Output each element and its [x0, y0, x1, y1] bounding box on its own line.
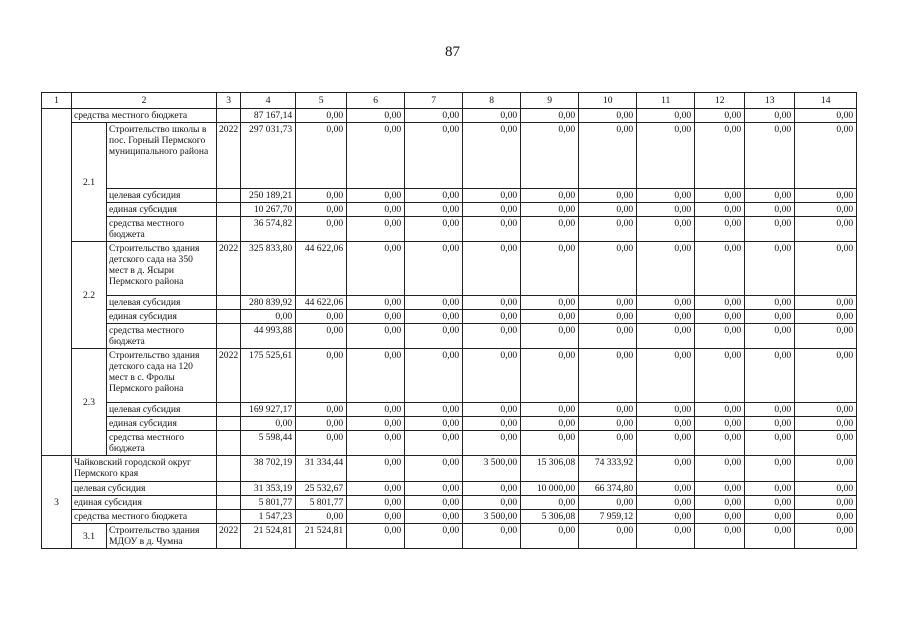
item-name-cell: Чайковский городской округ Пермского края: [72, 456, 217, 482]
value-cell: 0,00: [405, 417, 463, 431]
page-number: 87: [445, 44, 460, 60]
value-cell: 0,00: [347, 510, 405, 524]
value-cell: 0,00: [795, 123, 857, 189]
year-cell: [217, 403, 241, 417]
value-cell: 0,00: [637, 296, 695, 310]
value-cell: 0,00: [579, 324, 637, 349]
item-name-cell: Строительство школы в пос. Горный Пермского муниципального района: [107, 123, 217, 189]
table-body: [42, 109, 857, 549]
value-cell: 0,00: [745, 417, 795, 431]
value-cell: 0,00: [637, 189, 695, 203]
value-cell: 0,00: [463, 431, 521, 456]
item-number-cell: 2.3: [72, 349, 107, 456]
header-row: [42, 93, 857, 109]
value-cell: 3 500,00: [463, 510, 521, 524]
value-cell: 0,00: [637, 510, 695, 524]
value-cell: 0,00: [347, 203, 405, 217]
value-cell: 0,00: [347, 123, 405, 189]
value-cell: 0,00: [463, 496, 521, 510]
value-cell: 0,00: [521, 417, 579, 431]
table-row: [42, 109, 857, 123]
item-name-cell: средства местного бюджета: [72, 510, 217, 524]
value-cell: 0,00: [296, 417, 347, 431]
value-cell: 0,00: [695, 431, 745, 456]
value-cell: 280 839,92: [241, 296, 296, 310]
year-cell: [217, 203, 241, 217]
value-cell: 5 801,77: [241, 496, 296, 510]
table-row: [42, 403, 857, 417]
value-cell: 0,00: [296, 109, 347, 123]
value-cell: 0,00: [463, 310, 521, 324]
value-cell: 0,00: [521, 349, 579, 403]
year-cell: [217, 482, 241, 496]
value-cell: 0,00: [347, 456, 405, 482]
section-number-cell: 3: [42, 456, 72, 549]
value-cell: 0,00: [695, 203, 745, 217]
year-cell: [217, 310, 241, 324]
value-cell: 87 167,14: [241, 109, 296, 123]
table-row: [42, 324, 857, 349]
value-cell: 0,00: [521, 431, 579, 456]
value-cell: 44 622,06: [296, 242, 347, 296]
value-cell: 0,00: [637, 324, 695, 349]
value-cell: 0,00: [579, 496, 637, 510]
value-cell: 0,00: [695, 324, 745, 349]
header-cell: 6: [347, 93, 405, 109]
value-cell: 0,00: [521, 109, 579, 123]
table-row: [42, 123, 857, 189]
year-cell: [217, 296, 241, 310]
value-cell: 0,00: [745, 524, 795, 549]
value-cell: 0,00: [463, 417, 521, 431]
header-cell: 2: [72, 93, 217, 109]
table-row: [42, 296, 857, 310]
value-cell: 0,00: [521, 524, 579, 549]
value-cell: 0,00: [637, 417, 695, 431]
value-cell: 0,00: [405, 524, 463, 549]
value-cell: 0,00: [347, 482, 405, 496]
value-cell: 0,00: [405, 310, 463, 324]
value-cell: 0,00: [405, 431, 463, 456]
value-cell: 0,00: [795, 109, 857, 123]
value-cell: 0,00: [347, 324, 405, 349]
value-cell: 66 374,80: [579, 482, 637, 496]
value-cell: 0,00: [521, 296, 579, 310]
value-cell: 0,00: [745, 510, 795, 524]
value-cell: 0,00: [521, 403, 579, 417]
value-cell: 0,00: [296, 217, 347, 242]
value-cell: 0,00: [463, 324, 521, 349]
value-cell: 5 306,08: [521, 510, 579, 524]
value-cell: 0,00: [795, 482, 857, 496]
table-row: [42, 417, 857, 431]
value-cell: 0,00: [579, 310, 637, 324]
value-cell: 0,00: [745, 123, 795, 189]
table-row: [42, 456, 857, 482]
value-cell: 0,00: [745, 496, 795, 510]
item-name-cell: целевая субсидия: [107, 296, 217, 310]
table-row: [42, 482, 857, 496]
header-cell: 14: [795, 93, 857, 109]
table-row: [42, 242, 857, 296]
header-cell: 4: [241, 93, 296, 109]
value-cell: 0,00: [405, 109, 463, 123]
value-cell: 0,00: [241, 310, 296, 324]
section-cell: [42, 109, 72, 456]
value-cell: 0,00: [695, 510, 745, 524]
value-cell: 0,00: [405, 496, 463, 510]
value-cell: 0,00: [347, 349, 405, 403]
value-cell: 15 306,08: [521, 456, 579, 482]
value-cell: 44 622,06: [296, 296, 347, 310]
value-cell: 0,00: [795, 510, 857, 524]
header-cell: 11: [637, 93, 695, 109]
item-number-cell: 3.1: [72, 524, 107, 549]
value-cell: 0,00: [463, 242, 521, 296]
value-cell: 0,00: [745, 217, 795, 242]
year-cell: [217, 496, 241, 510]
value-cell: 0,00: [347, 189, 405, 203]
value-cell: 31 353,19: [241, 482, 296, 496]
value-cell: 0,00: [579, 189, 637, 203]
value-cell: 0,00: [745, 189, 795, 203]
value-cell: 0,00: [695, 403, 745, 417]
value-cell: 0,00: [637, 203, 695, 217]
value-cell: 0,00: [695, 217, 745, 242]
value-cell: 0,00: [795, 431, 857, 456]
value-cell: 0,00: [347, 431, 405, 456]
value-cell: 169 927,17: [241, 403, 296, 417]
item-name-cell: целевая субсидия: [107, 403, 217, 417]
value-cell: 325 833,80: [241, 242, 296, 296]
value-cell: 5 598,44: [241, 431, 296, 456]
header-cell: 10: [579, 93, 637, 109]
value-cell: 0,00: [347, 109, 405, 123]
value-cell: 0,00: [745, 482, 795, 496]
value-cell: 0,00: [695, 496, 745, 510]
value-cell: 0,00: [405, 510, 463, 524]
header-cell: 12: [695, 93, 745, 109]
value-cell: 0,00: [745, 242, 795, 296]
value-cell: 0,00: [521, 203, 579, 217]
item-name-cell: Строительство здания детского сада на 120 мест в с. Фролы Пермского района: [107, 349, 217, 403]
item-name-cell: единая субсидия: [107, 417, 217, 431]
value-cell: 0,00: [347, 417, 405, 431]
value-cell: 0,00: [637, 431, 695, 456]
header-cell: 3: [217, 93, 241, 109]
value-cell: 0,00: [347, 310, 405, 324]
value-cell: 0,00: [241, 417, 296, 431]
year-cell: [217, 109, 241, 123]
header-cell: 9: [521, 93, 579, 109]
value-cell: 0,00: [795, 524, 857, 549]
value-cell: 0,00: [521, 324, 579, 349]
value-cell: 44 993,88: [241, 324, 296, 349]
value-cell: 0,00: [695, 524, 745, 549]
value-cell: 0,00: [795, 242, 857, 296]
value-cell: 0,00: [579, 217, 637, 242]
value-cell: 0,00: [521, 217, 579, 242]
value-cell: 0,00: [463, 524, 521, 549]
value-cell: 38 702,19: [241, 456, 296, 482]
value-cell: 25 532,67: [296, 482, 347, 496]
item-name-cell: средства местного бюджета: [107, 431, 217, 456]
table-row: [42, 189, 857, 203]
value-cell: 21 524,81: [241, 524, 296, 549]
value-cell: 0,00: [745, 324, 795, 349]
value-cell: 0,00: [637, 482, 695, 496]
item-name-cell: средства местного бюджета: [107, 217, 217, 242]
value-cell: 0,00: [695, 456, 745, 482]
value-cell: 7 959,12: [579, 510, 637, 524]
value-cell: 0,00: [347, 524, 405, 549]
year-cell: [217, 324, 241, 349]
value-cell: 0,00: [347, 403, 405, 417]
item-name-cell: целевая субсидия: [107, 189, 217, 203]
value-cell: 0,00: [795, 324, 857, 349]
value-cell: 10 000,00: [521, 482, 579, 496]
value-cell: 3 500,00: [463, 456, 521, 482]
value-cell: 0,00: [637, 524, 695, 549]
item-name-cell: средства местного бюджета: [72, 109, 217, 123]
value-cell: 0,00: [695, 109, 745, 123]
value-cell: 0,00: [579, 123, 637, 189]
value-cell: 0,00: [521, 310, 579, 324]
value-cell: 0,00: [463, 349, 521, 403]
value-cell: 0,00: [296, 349, 347, 403]
value-cell: 0,00: [637, 349, 695, 403]
value-cell: 0,00: [463, 217, 521, 242]
value-cell: 0,00: [695, 242, 745, 296]
value-cell: 0,00: [579, 242, 637, 296]
table-row: [42, 310, 857, 324]
value-cell: 21 524,81: [296, 524, 347, 549]
value-cell: 0,00: [745, 349, 795, 403]
value-cell: 0,00: [463, 203, 521, 217]
value-cell: 5 801,77: [296, 496, 347, 510]
table-row: [42, 524, 857, 549]
value-cell: 0,00: [463, 109, 521, 123]
value-cell: 0,00: [579, 203, 637, 217]
value-cell: 0,00: [695, 417, 745, 431]
value-cell: 0,00: [637, 123, 695, 189]
value-cell: 0,00: [579, 296, 637, 310]
value-cell: 1 547,23: [241, 510, 296, 524]
value-cell: 0,00: [521, 123, 579, 189]
value-cell: 0,00: [296, 310, 347, 324]
header-cell: 1: [42, 93, 72, 109]
item-number-cell: 2.2: [72, 242, 107, 349]
value-cell: 0,00: [795, 349, 857, 403]
item-name-cell: единая субсидия: [72, 496, 217, 510]
value-cell: 0,00: [521, 242, 579, 296]
value-cell: 0,00: [695, 482, 745, 496]
value-cell: 0,00: [463, 189, 521, 203]
value-cell: 0,00: [795, 417, 857, 431]
value-cell: 0,00: [347, 217, 405, 242]
value-cell: 0,00: [795, 403, 857, 417]
value-cell: 0,00: [405, 203, 463, 217]
table-row: [42, 510, 857, 524]
item-name-cell: Строительство здания МДОУ в д. Чумна: [107, 524, 217, 549]
value-cell: 0,00: [579, 109, 637, 123]
value-cell: 0,00: [579, 431, 637, 456]
value-cell: 0,00: [405, 324, 463, 349]
value-cell: 0,00: [695, 349, 745, 403]
value-cell: 0,00: [695, 296, 745, 310]
value-cell: 0,00: [405, 189, 463, 203]
value-cell: 0,00: [521, 496, 579, 510]
item-name-cell: Строительство здания детского сада на 350 мест в д. Ясыри Пермского района: [107, 242, 217, 296]
value-cell: 0,00: [795, 496, 857, 510]
value-cell: 0,00: [579, 417, 637, 431]
value-cell: 0,00: [745, 310, 795, 324]
table-row: [42, 203, 857, 217]
value-cell: 0,00: [795, 189, 857, 203]
year-cell: [217, 417, 241, 431]
value-cell: 0,00: [463, 482, 521, 496]
value-cell: 0,00: [695, 310, 745, 324]
year-cell: 2022: [217, 123, 241, 189]
value-cell: 0,00: [795, 203, 857, 217]
value-cell: 0,00: [695, 123, 745, 189]
value-cell: 0,00: [637, 310, 695, 324]
value-cell: 0,00: [745, 203, 795, 217]
value-cell: 0,00: [579, 403, 637, 417]
item-name-cell: единая субсидия: [107, 203, 217, 217]
value-cell: 36 574,82: [241, 217, 296, 242]
value-cell: 0,00: [795, 296, 857, 310]
value-cell: 0,00: [405, 482, 463, 496]
header-cell: 7: [405, 93, 463, 109]
value-cell: 0,00: [795, 310, 857, 324]
table-row: [42, 349, 857, 403]
value-cell: 0,00: [695, 189, 745, 203]
value-cell: 0,00: [637, 456, 695, 482]
value-cell: 0,00: [745, 109, 795, 123]
value-cell: 10 267,70: [241, 203, 296, 217]
value-cell: 0,00: [745, 456, 795, 482]
table-row: [42, 217, 857, 242]
value-cell: 0,00: [637, 217, 695, 242]
year-cell: 2022: [217, 349, 241, 403]
header-cell: 13: [745, 93, 795, 109]
value-cell: 74 333,92: [579, 456, 637, 482]
item-name-cell: средства местного бюджета: [107, 324, 217, 349]
value-cell: 0,00: [795, 217, 857, 242]
year-cell: [217, 217, 241, 242]
value-cell: 0,00: [405, 403, 463, 417]
value-cell: 0,00: [296, 189, 347, 203]
value-cell: 0,00: [347, 296, 405, 310]
value-cell: 0,00: [296, 510, 347, 524]
budget-table: [41, 92, 857, 549]
value-cell: 0,00: [745, 296, 795, 310]
header-cell: 5: [296, 93, 347, 109]
value-cell: 0,00: [405, 296, 463, 310]
value-cell: 0,00: [347, 496, 405, 510]
value-cell: 0,00: [579, 349, 637, 403]
value-cell: 0,00: [637, 109, 695, 123]
budget-table-container: [41, 92, 857, 549]
header-cell: 8: [463, 93, 521, 109]
value-cell: 0,00: [795, 456, 857, 482]
table-row: [42, 431, 857, 456]
year-cell: [217, 456, 241, 482]
value-cell: 0,00: [637, 242, 695, 296]
item-name-cell: целевая субсидия: [72, 482, 217, 496]
value-cell: 0,00: [463, 296, 521, 310]
value-cell: 0,00: [637, 496, 695, 510]
year-cell: [217, 431, 241, 456]
item-name-cell: единая субсидия: [107, 310, 217, 324]
value-cell: 0,00: [405, 123, 463, 189]
value-cell: 0,00: [521, 189, 579, 203]
value-cell: 0,00: [405, 242, 463, 296]
value-cell: 0,00: [347, 242, 405, 296]
value-cell: 297 031,73: [241, 123, 296, 189]
value-cell: 0,00: [637, 403, 695, 417]
value-cell: 0,00: [579, 524, 637, 549]
value-cell: 0,00: [296, 324, 347, 349]
value-cell: 175 525,61: [241, 349, 296, 403]
item-number-cell: 2.1: [72, 123, 107, 242]
value-cell: 31 334,44: [296, 456, 347, 482]
year-cell: [217, 510, 241, 524]
value-cell: 0,00: [296, 123, 347, 189]
value-cell: 0,00: [296, 403, 347, 417]
year-cell: 2022: [217, 524, 241, 549]
value-cell: 0,00: [463, 123, 521, 189]
value-cell: 0,00: [745, 431, 795, 456]
value-cell: 0,00: [296, 431, 347, 456]
year-cell: 2022: [217, 242, 241, 296]
value-cell: 0,00: [405, 456, 463, 482]
value-cell: 0,00: [405, 217, 463, 242]
value-cell: 0,00: [745, 403, 795, 417]
value-cell: 250 189,21: [241, 189, 296, 203]
value-cell: 0,00: [296, 203, 347, 217]
table-row: [42, 496, 857, 510]
year-cell: [217, 189, 241, 203]
value-cell: 0,00: [463, 403, 521, 417]
value-cell: 0,00: [405, 349, 463, 403]
